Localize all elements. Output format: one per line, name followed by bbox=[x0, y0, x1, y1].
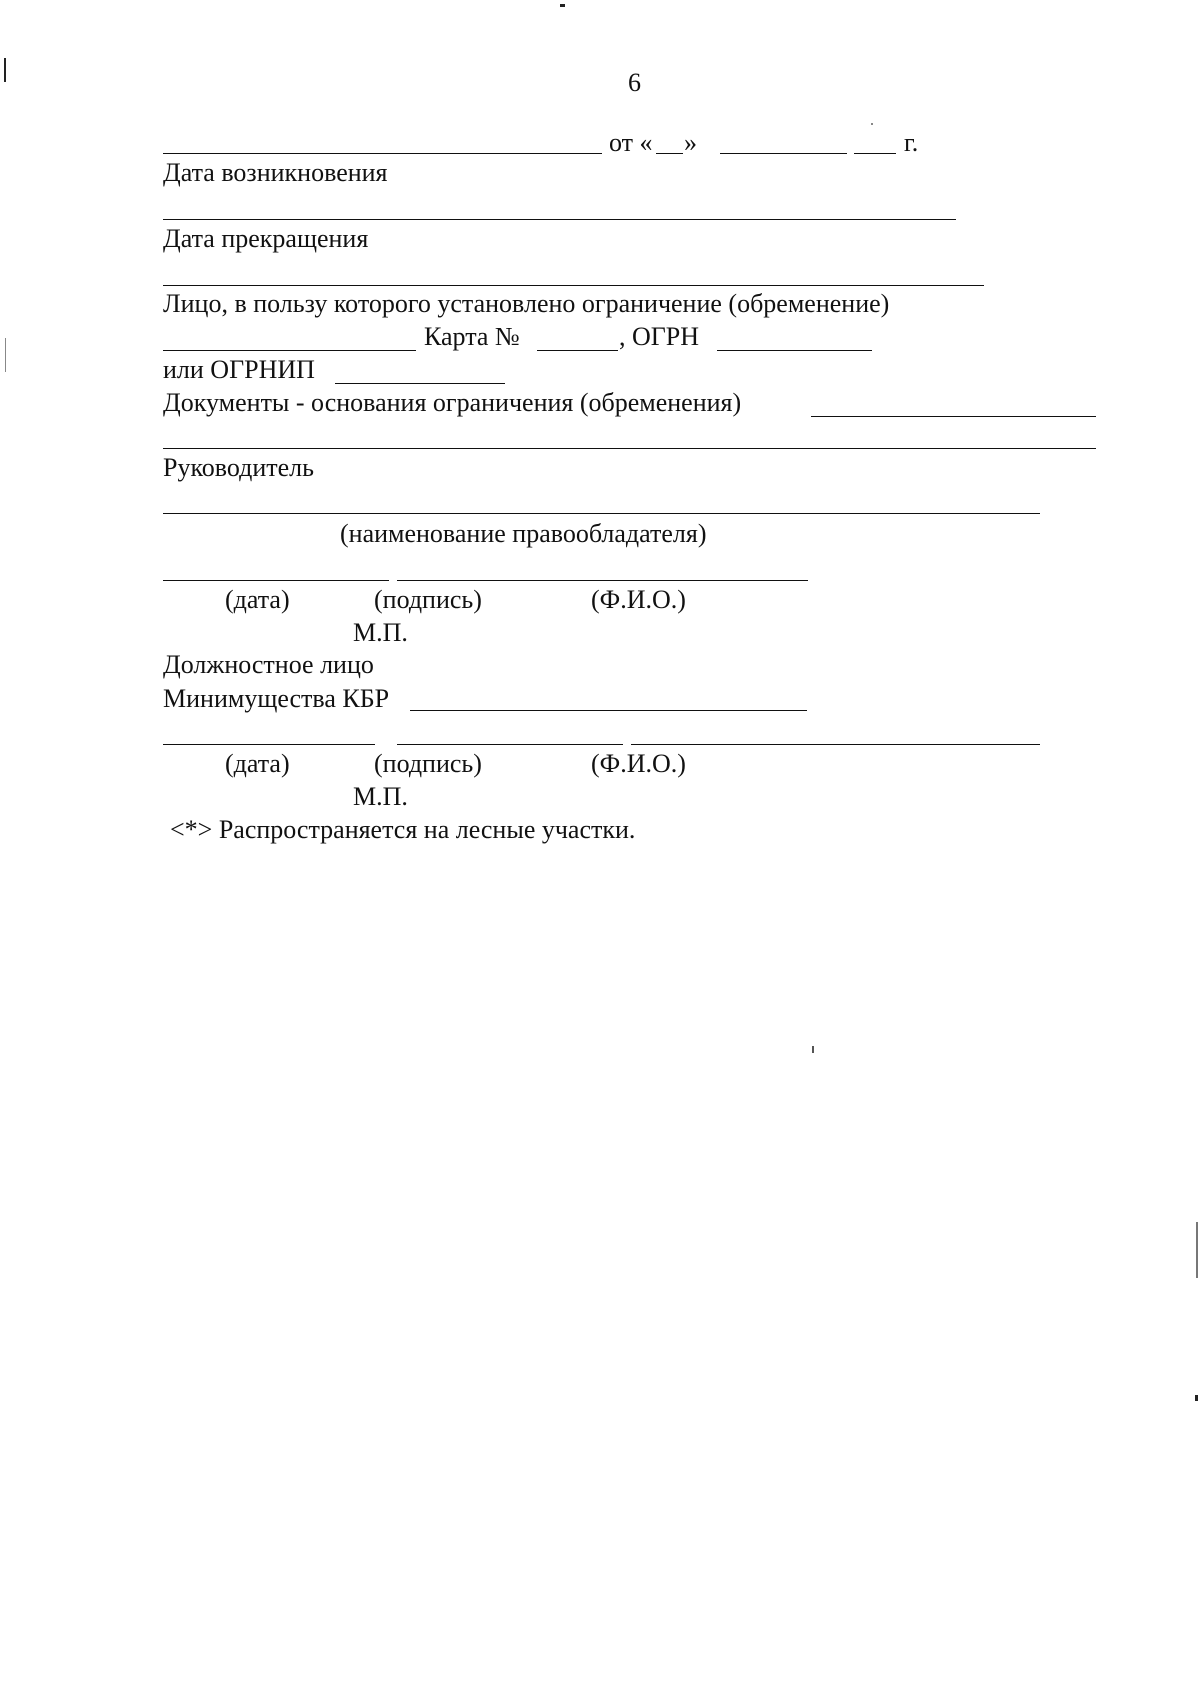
official-signature-caption: (подпись) bbox=[374, 749, 482, 778]
manager-date-caption: (дата) bbox=[225, 585, 290, 614]
scan-speck bbox=[5, 338, 6, 372]
ot-suffix: » bbox=[684, 128, 697, 157]
day-blank bbox=[656, 153, 683, 154]
ogrn-label: , ОГРН bbox=[619, 322, 700, 351]
ogrnip-label: или ОГРНИП bbox=[163, 355, 315, 384]
manager-title: Руководитель bbox=[163, 453, 314, 482]
manager-fio-caption: (Ф.И.О.) bbox=[591, 585, 686, 614]
ogrnip-blank bbox=[335, 383, 505, 384]
document-number-blank bbox=[163, 153, 602, 154]
ogrn-blank bbox=[717, 350, 872, 351]
official-name-blank bbox=[410, 710, 807, 711]
manager-signature-blank bbox=[397, 580, 808, 581]
end-date-blank bbox=[163, 285, 984, 286]
beneficiary-label: Лицо, в пользу которого установлено ограничение (обременение) bbox=[163, 289, 890, 318]
official-stamp: М.П. bbox=[353, 782, 408, 811]
start-date-label: Дата возникновения bbox=[163, 158, 388, 187]
official-title-line1: Должностное лицо bbox=[163, 650, 374, 679]
scan-speck bbox=[4, 58, 6, 82]
scan-speck bbox=[1195, 1395, 1198, 1401]
holder-name-blank bbox=[163, 513, 1040, 514]
start-date-blank bbox=[163, 219, 956, 220]
month-blank bbox=[720, 153, 847, 154]
official-date-blank bbox=[163, 744, 375, 745]
official-date-caption: (дата) bbox=[225, 749, 290, 778]
holder-caption: (наименование правообладателя) bbox=[340, 519, 707, 548]
page-number: 6 bbox=[628, 68, 641, 97]
scan-speck bbox=[1196, 1222, 1198, 1278]
documents-blank bbox=[811, 416, 1096, 417]
manager-stamp: М.П. bbox=[353, 618, 408, 647]
scan-speck bbox=[560, 4, 565, 7]
official-fio-blank bbox=[631, 744, 1040, 745]
official-fio-caption: (Ф.И.О.) bbox=[591, 749, 686, 778]
end-date-label: Дата прекращения bbox=[163, 224, 369, 253]
year-suffix: г. bbox=[904, 128, 919, 157]
manager-signature-caption: (подпись) bbox=[374, 585, 482, 614]
scan-speck bbox=[812, 1046, 814, 1053]
documents-label: Документы - основания ограничения (обременения) bbox=[163, 388, 742, 417]
scan-speck bbox=[871, 123, 873, 125]
beneficiary-blank bbox=[163, 350, 416, 351]
card-number-blank bbox=[537, 350, 618, 351]
official-signature-blank bbox=[397, 744, 623, 745]
footnote: <*> Распространяется на лесные участки. bbox=[170, 815, 636, 844]
documents-blank-2 bbox=[163, 448, 1096, 449]
manager-date-blank bbox=[163, 580, 389, 581]
card-label: Карта № bbox=[424, 322, 520, 351]
official-title-line2: Минимущества КБР bbox=[163, 684, 390, 713]
year-blank bbox=[854, 153, 896, 154]
ot-prefix: от « bbox=[609, 128, 653, 157]
